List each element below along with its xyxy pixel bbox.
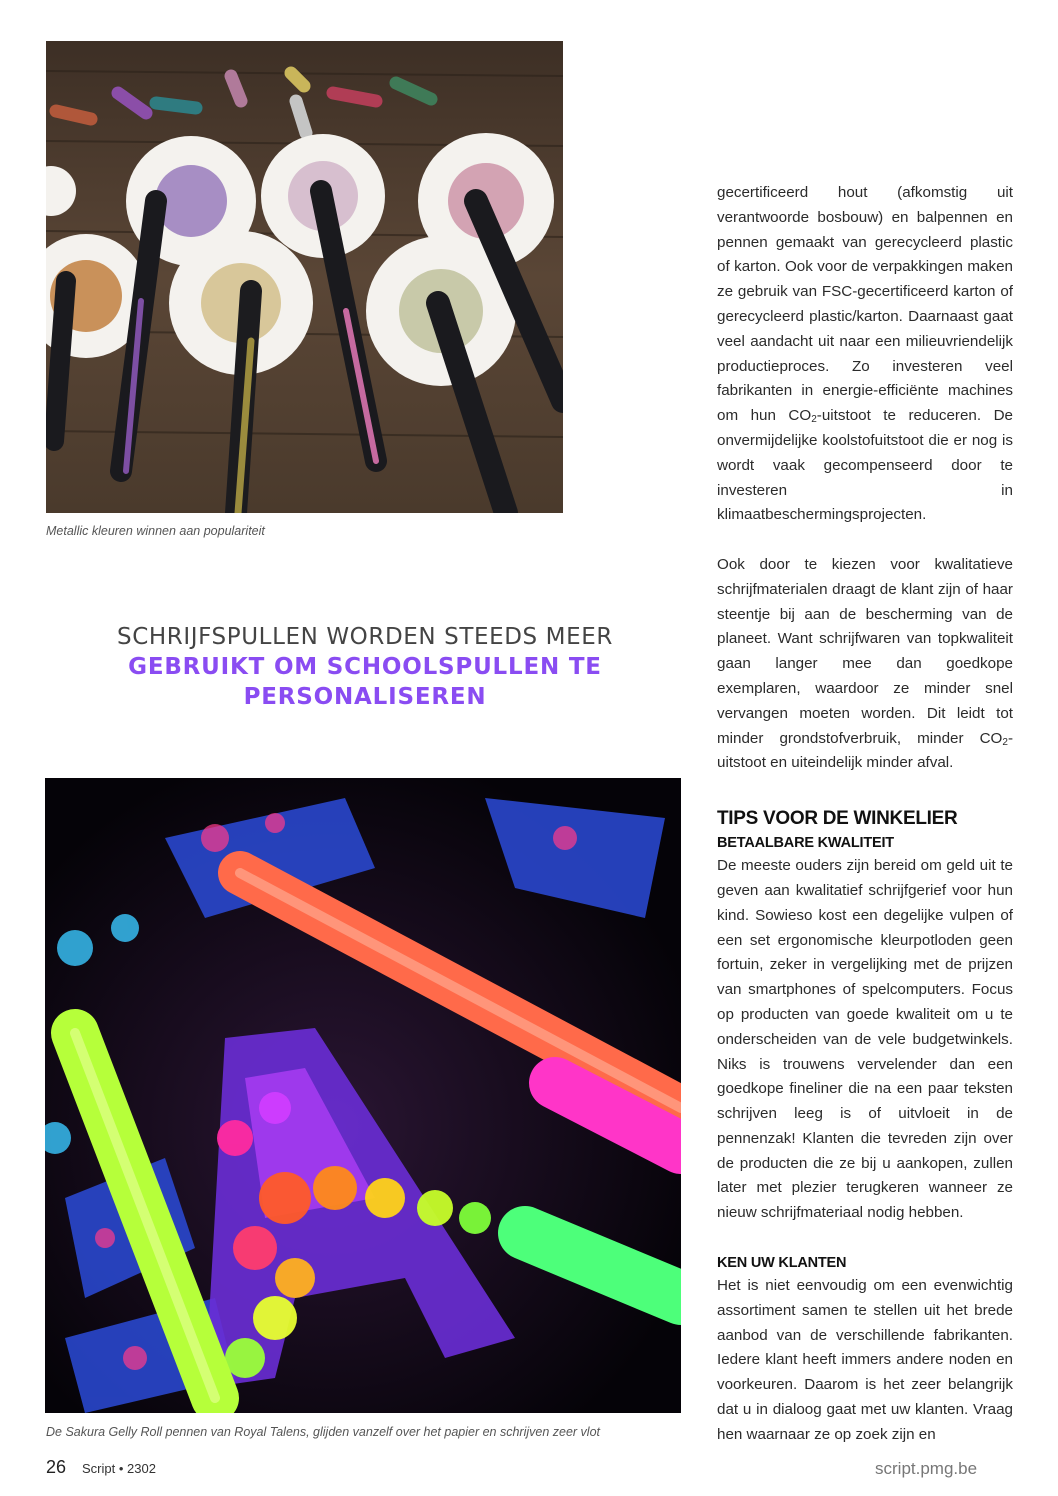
article-body [717, 181, 1013, 1448]
article-paragraph: Het is niet eenvoudig om een evenwichtig assortiment samen te stellen uit het brede aanbod van de verschillende fabrikanten. Iedere klant heeft immers andere noden en voorkeuren. Daarom is het zeer belangrijk dat u in dialoog gaat met uw klanten. Vraag hen waarnaar ze op zoek zijn en [717, 1277, 1013, 1443]
article-paragraph: gecertificeerd hout (afkomstig uit verantwoorde bosbouw) en balpennen en pennen gemaakt van gerecycleerd plastic of karton. Ook voor de verpakkingen maken ze gebruik van FSC-gecertificeerd karton of gerecycleerd plastic/karton. Daarnaast gaat veel aandacht uit naar een milieuvriendelijk productieproces. Zo investeren veel fabrikanten in energie-efficiënte machines om hun $CO_2$-uitstoot te reduceren. De onvermijdelijke koolstofuitstoot die er nog is wordt vaak gecompenseerd door te investeren in klimaatbeschermingsprojecten. [717, 184, 1013, 524]
page-number: 26 [46, 1457, 67, 1477]
photo-gelly-roll-pens-graphic [45, 778, 681, 1413]
photo-gelly-roll-pens [45, 778, 681, 1413]
pull-quote [60, 622, 670, 712]
magazine-issue: Script • 2302 [82, 1461, 156, 1476]
photo-metallic-pens [46, 41, 563, 513]
subheading-know-your-customers: KEN UW KLANTEN [717, 1255, 847, 1272]
article-paragraph: De meeste ouders zijn bereid om geld uit te geven aan kwalitatief schrijfgerief voor hun kind. Sowieso kost een degelijke vulpen of een set ergonomische kleurpotloden geen fortuin, zeker in vergelijking met de prijzen van smartphones of spelcomputers. Focus op producten van goede kwaliteit om u te onderscheiden van de vele budgetwinkels. Niks is trouwens vervelender dan een goedkope fineliner die na een paar teksten schrijven leeg is of uitvloeit in de pennenzak! Klanten die tevreden zijn over de producten die ze bij u aankopen, zullen later met plezier terugkeren wanneer ze nieuw schrijfmateriaal nodig hebben. [717, 857, 1013, 1222]
photo-metallic-pens-caption: Metallic kleuren winnen aan populariteit [46, 524, 265, 538]
photo-metallic-pens-graphic [46, 41, 563, 513]
pull-quote-line-3: PERSONALISEREN [243, 684, 487, 710]
article-paragraph: Ook door te kiezen voor kwalitatieve schrijfmaterialen draagt de klant zijn of haar steentje bij aan de bescherming van de planeet. Want schrijfwaren van topkwaliteit gaan langer mee dan goedkope exemplaren, waardoor ze minder snel vervangen moeten worden. Dit leidt tot minder grondstofverbruik, minder $CO_2$-uitstoot en uiteindelijk minder afval. [717, 555, 1013, 772]
pull-quote-line-1: SCHRIJFSPULLEN WORDEN STEEDS MEER [117, 624, 613, 650]
section-heading-tips: TIPS VOOR DE WINKELIER [717, 808, 958, 830]
subheading-affordable-quality: BETAALBARE KWALITEIT [717, 835, 894, 852]
photo-gelly-roll-pens-caption: De Sakura Gelly Roll pennen van Royal Talens, glijden vanzelf over het papier en schrijven zeer vlot [46, 1425, 601, 1439]
pull-quote-line-2: GEBRUIKT OM SCHOOLSPULLEN TE [128, 654, 602, 680]
website-url: script.pmg.be [875, 1459, 978, 1478]
